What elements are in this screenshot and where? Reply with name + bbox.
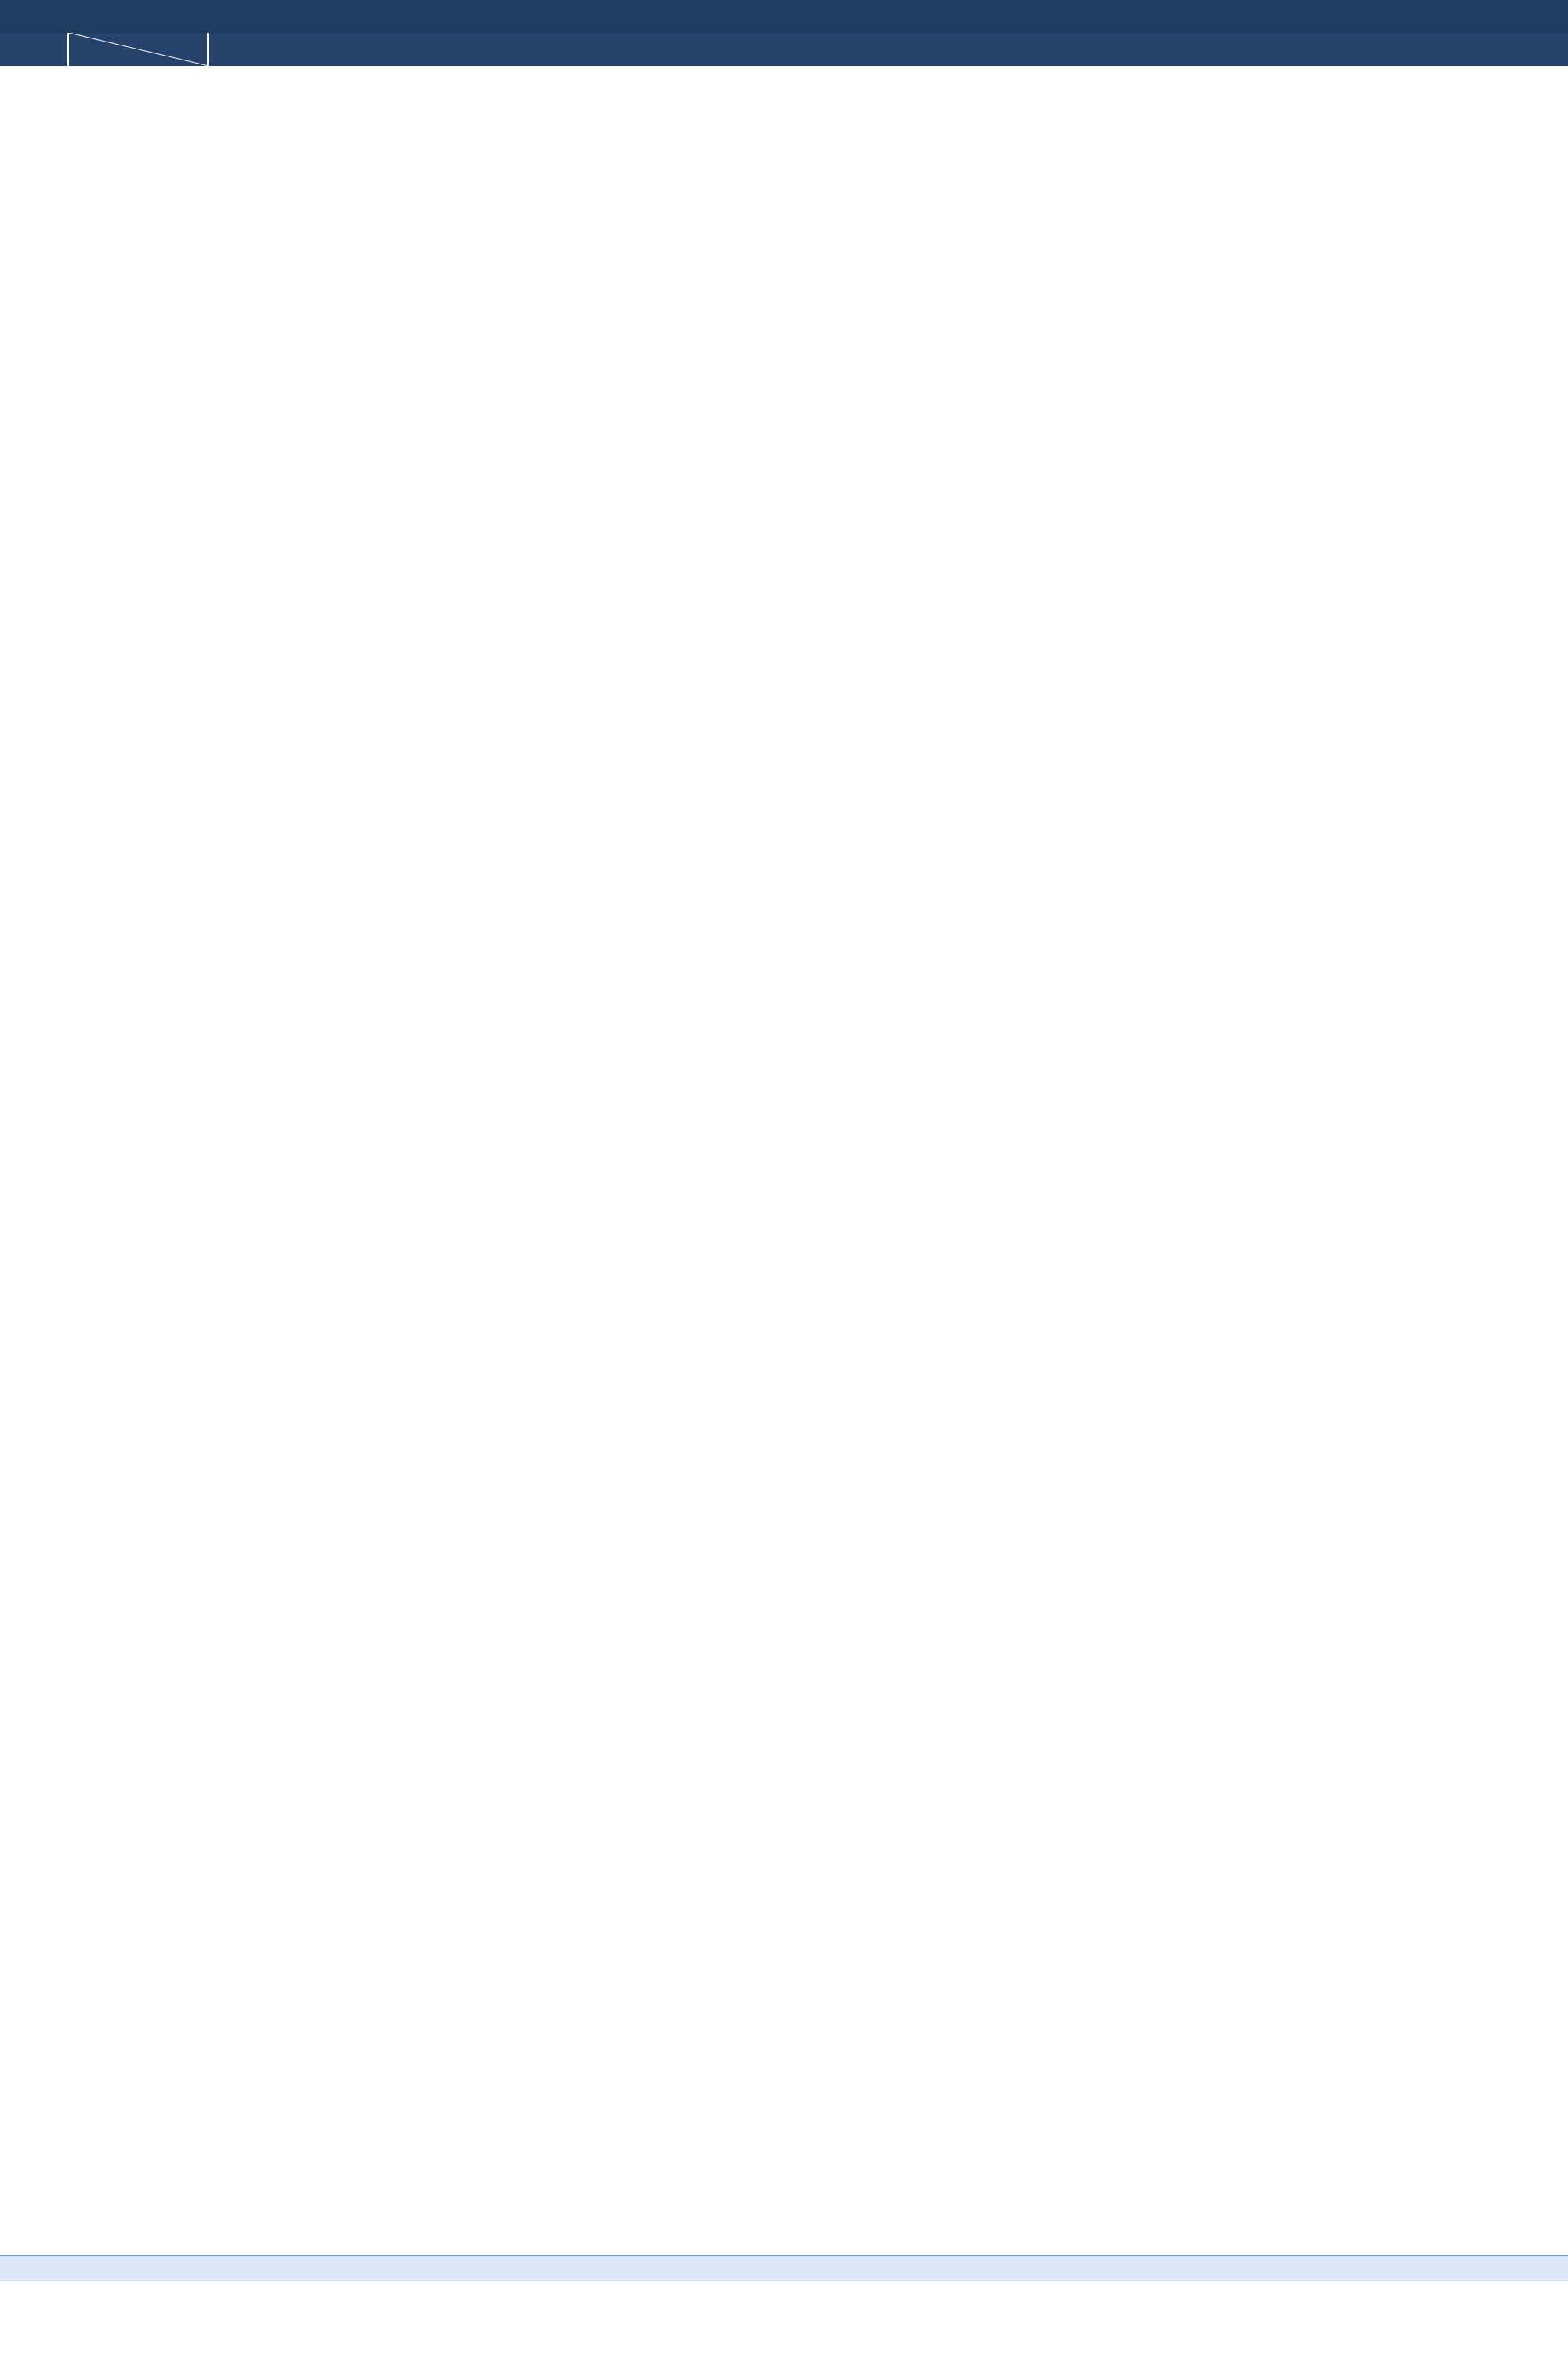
schedule-table [0, 66, 1568, 2269]
contact-phone-bar [0, 2255, 1568, 2281]
tips-section [0, 2283, 1568, 2366]
table-header [0, 33, 1568, 66]
page-title [0, 0, 1568, 33]
header-diagonal [69, 33, 209, 66]
diagonal-line-icon [69, 33, 209, 66]
header-campus [0, 33, 69, 66]
